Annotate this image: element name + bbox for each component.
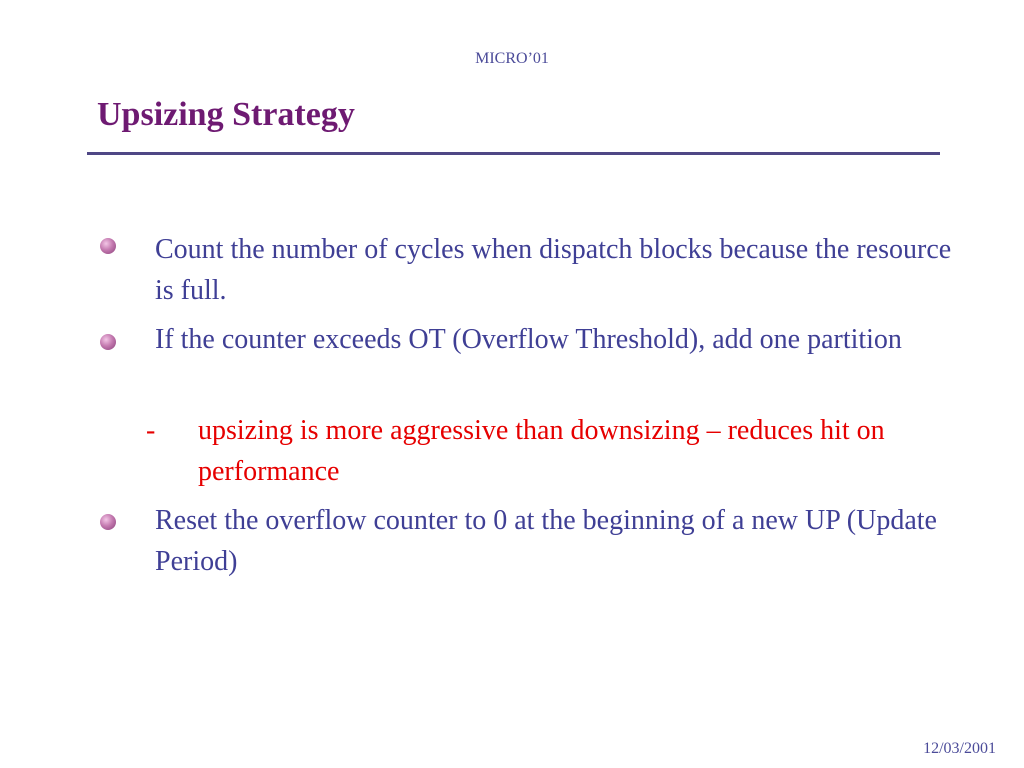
- bullet-sphere-icon: [100, 334, 116, 350]
- title-divider: [87, 152, 940, 155]
- bullet-item-1: Count the number of cycles when dispatch blocks because the resource is full.: [155, 234, 952, 306]
- sub-bullet-item: upsizing is more aggressive than downsizing – reduces hit on performance: [198, 415, 885, 487]
- bullet-item-3: Reset the overflow counter to 0 at the beginning of a new UP (Update Period): [155, 505, 937, 577]
- bullet-item-2: If the counter exceeds OT (Overflow Threshold), add one partition: [155, 324, 902, 355]
- slide-title: Upsizing Strategy: [97, 96, 355, 133]
- bullet-sphere-icon: [100, 238, 116, 254]
- conference-label: MICRO’01: [475, 50, 549, 67]
- bullet-sphere-icon: [100, 514, 116, 530]
- sub-bullet-dash: -: [146, 415, 156, 446]
- footer-date: 12/03/2001: [923, 740, 996, 757]
